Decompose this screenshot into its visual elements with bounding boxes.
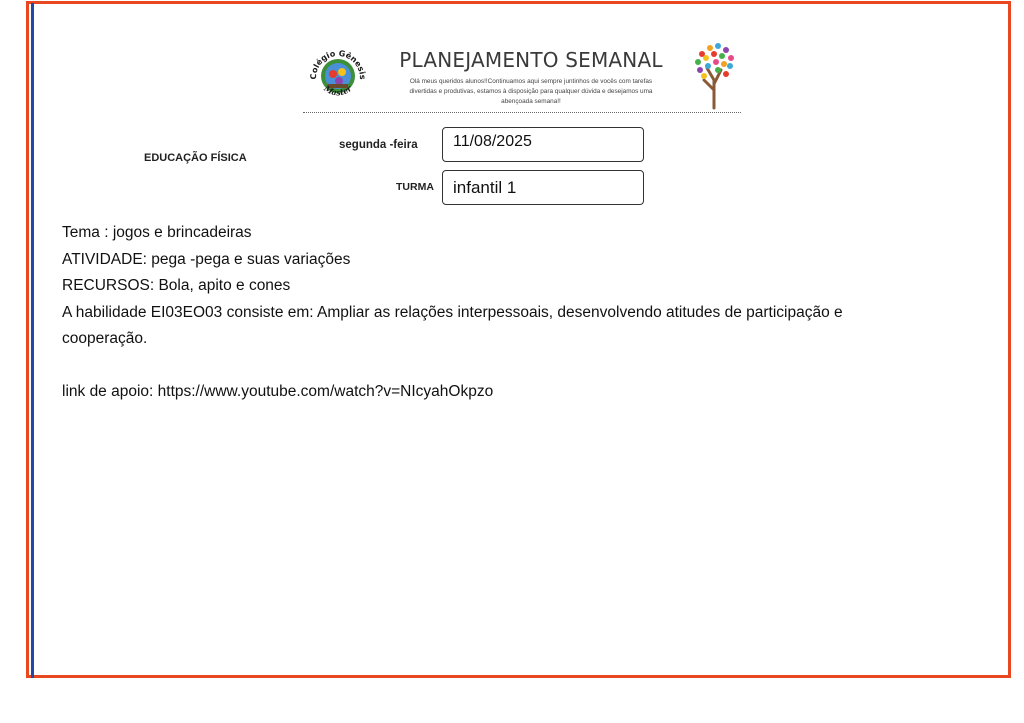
logo-text-top: Colégio Gênesis	[308, 48, 368, 80]
margin-rule	[31, 3, 34, 678]
blank-line	[62, 353, 982, 380]
date-field[interactable]: 11/08/2025	[442, 127, 644, 162]
header-divider	[303, 112, 741, 113]
intro-line: abençoada semana!!	[501, 98, 561, 105]
intro-line: Olá meus queridos alunos!!Continuamos aqui sempre juntinhos de vocês com tarefas	[409, 78, 653, 85]
class-label: TURMA	[396, 181, 434, 193]
support-link[interactable]: link de apoio: https://www.youtube.com/watch?v=NIcyahOkpzo	[62, 383, 494, 400]
class-field[interactable]: infantil 1	[442, 170, 644, 205]
intro-message	[376, 77, 686, 107]
page-title: PLANEJAMENTO SEMANAL	[399, 48, 663, 72]
school-logo-icon	[306, 44, 370, 108]
subject-label: EDUCAÇÃO FÍSICA	[144, 152, 247, 164]
activity-text: ATIVIDADE: pega -pega e suas variações	[62, 250, 351, 268]
skill-text-line: cooperação.	[62, 330, 148, 347]
skill-text-line: A habilidade EI03EO03 consiste em: Ampliar as relações interpessoais, desenvolvendo atitudes de participação e	[62, 303, 843, 321]
resources-text: RECURSOS: Bola, apito e cones	[62, 277, 291, 294]
theme-text: Tema : jogos e brincadeiras	[62, 224, 252, 241]
lesson-content	[62, 220, 982, 406]
logo-text-bottom: Master	[322, 82, 354, 98]
intro-line: divertidas e produtivas, estamos à disposição para qualquer dúvida e desejamos uma	[409, 88, 653, 95]
weekday-label: segunda -feira	[339, 139, 418, 151]
colorful-tree-icon	[690, 40, 738, 110]
